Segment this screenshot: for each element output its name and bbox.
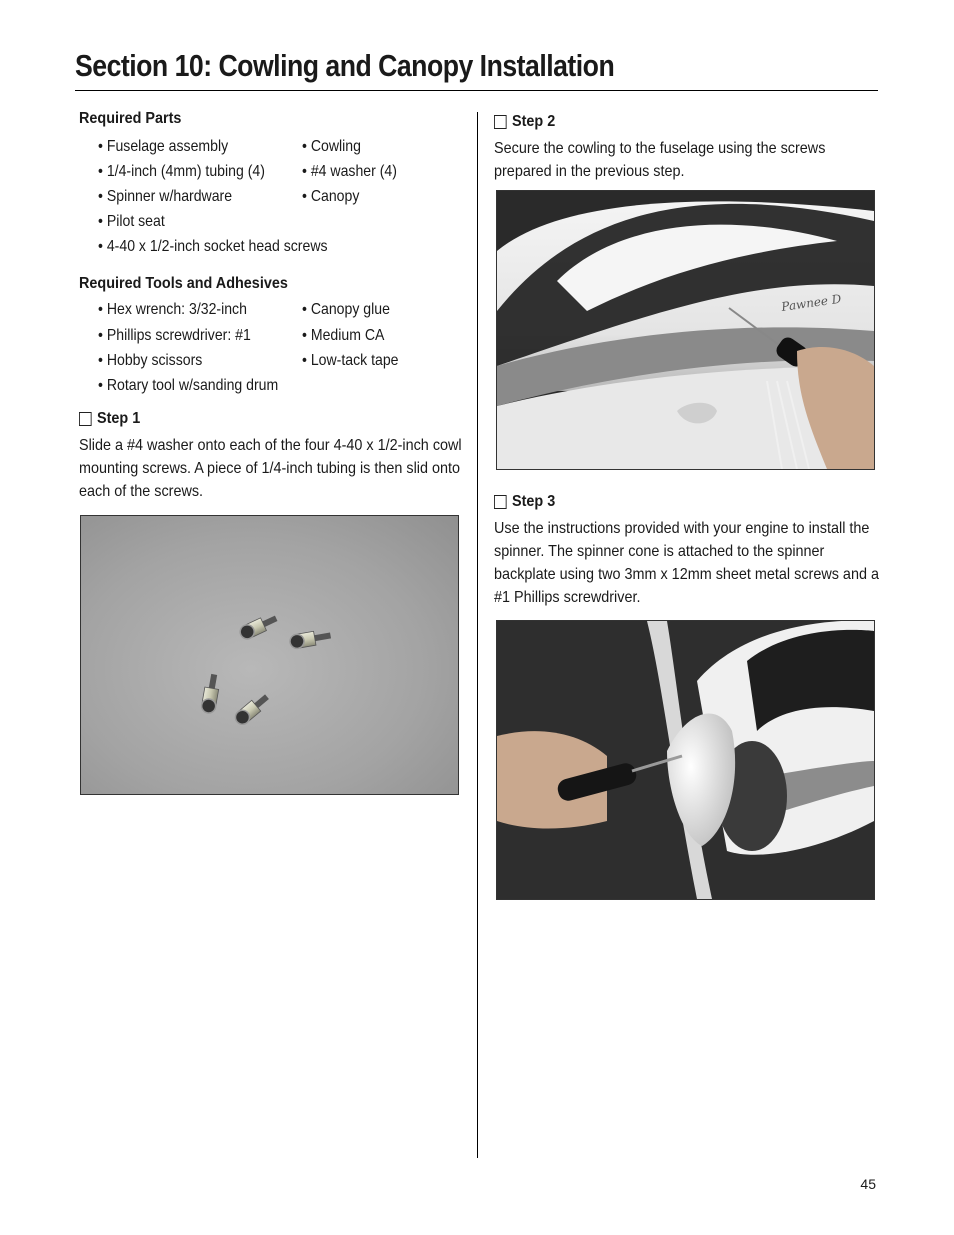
step-2-text: Secure the cowling to the fuselage using the screws prepared in the previous step. [494, 140, 826, 180]
step-label: Step 1 [97, 410, 141, 427]
step-1-text: Slide a #4 washer onto each of the four 4-40 x 1/2-inch cowl mounting screws. A piece of 1/4-inch tubing is then slid onto each of the screws. [79, 437, 462, 500]
step-label: Step 2 [512, 113, 556, 130]
fuselage-image [497, 191, 874, 469]
required-tools-heading: Required Tools and Adhesives [79, 275, 288, 292]
list-item: • Spinner w/hardware [98, 188, 233, 205]
step-2-photo [496, 190, 875, 470]
spinner-image [497, 621, 874, 899]
list-item: • Hex wrench: 3/32-inch [98, 301, 247, 318]
required-tools-list [79, 294, 459, 404]
step-1-heading [79, 409, 421, 429]
page-title: Section 10: Cowling and Canopy Installation [75, 48, 615, 83]
right-column-lower [494, 492, 878, 609]
step-2-heading [494, 112, 840, 132]
right-column [494, 108, 878, 183]
step-3-photo [496, 620, 875, 900]
step-checkbox[interactable] [494, 115, 507, 129]
list-item: • 4-40 x 1/2-inch socket head screws [98, 238, 328, 255]
list-item: • Canopy [302, 188, 360, 205]
list-item: • #4 washer (4) [302, 163, 397, 180]
screws-image [81, 516, 458, 794]
required-parts-list [79, 129, 459, 254]
list-item: • Hobby scissors [98, 352, 203, 369]
step-3-heading [494, 492, 840, 512]
list-item: • 1/4-inch (4mm) tubing (4) [98, 163, 265, 180]
list-item: • Rotary tool w/sanding drum [98, 377, 279, 394]
list-item: • Fuselage assembly [98, 138, 229, 155]
decal-label: Pawnee D [780, 291, 843, 314]
step-1-photo [80, 515, 459, 795]
step-3-text: Use the instructions provided with your engine to install the spinner. The spinner cone is attached to the spinner backplate using two 3mm x 12mm sheet metal screws and a #1 Phillips screwdriver. [494, 520, 879, 606]
page-number: 45 [860, 1176, 876, 1192]
list-item: • Low-tack tape [302, 352, 399, 369]
list-item: • Cowling [302, 138, 361, 155]
step-label: Step 3 [512, 493, 556, 510]
list-item: • Medium CA [302, 327, 385, 344]
list-item: • Canopy glue [302, 301, 390, 318]
left-column [79, 108, 462, 503]
list-item: • Pilot seat [98, 213, 165, 230]
title-divider [75, 90, 878, 91]
list-item: • Phillips screwdriver: #1 [98, 327, 251, 344]
step-checkbox[interactable] [79, 412, 92, 426]
step-checkbox[interactable] [494, 495, 507, 509]
required-parts-heading: Required Parts [79, 110, 182, 127]
column-divider [477, 112, 478, 1158]
